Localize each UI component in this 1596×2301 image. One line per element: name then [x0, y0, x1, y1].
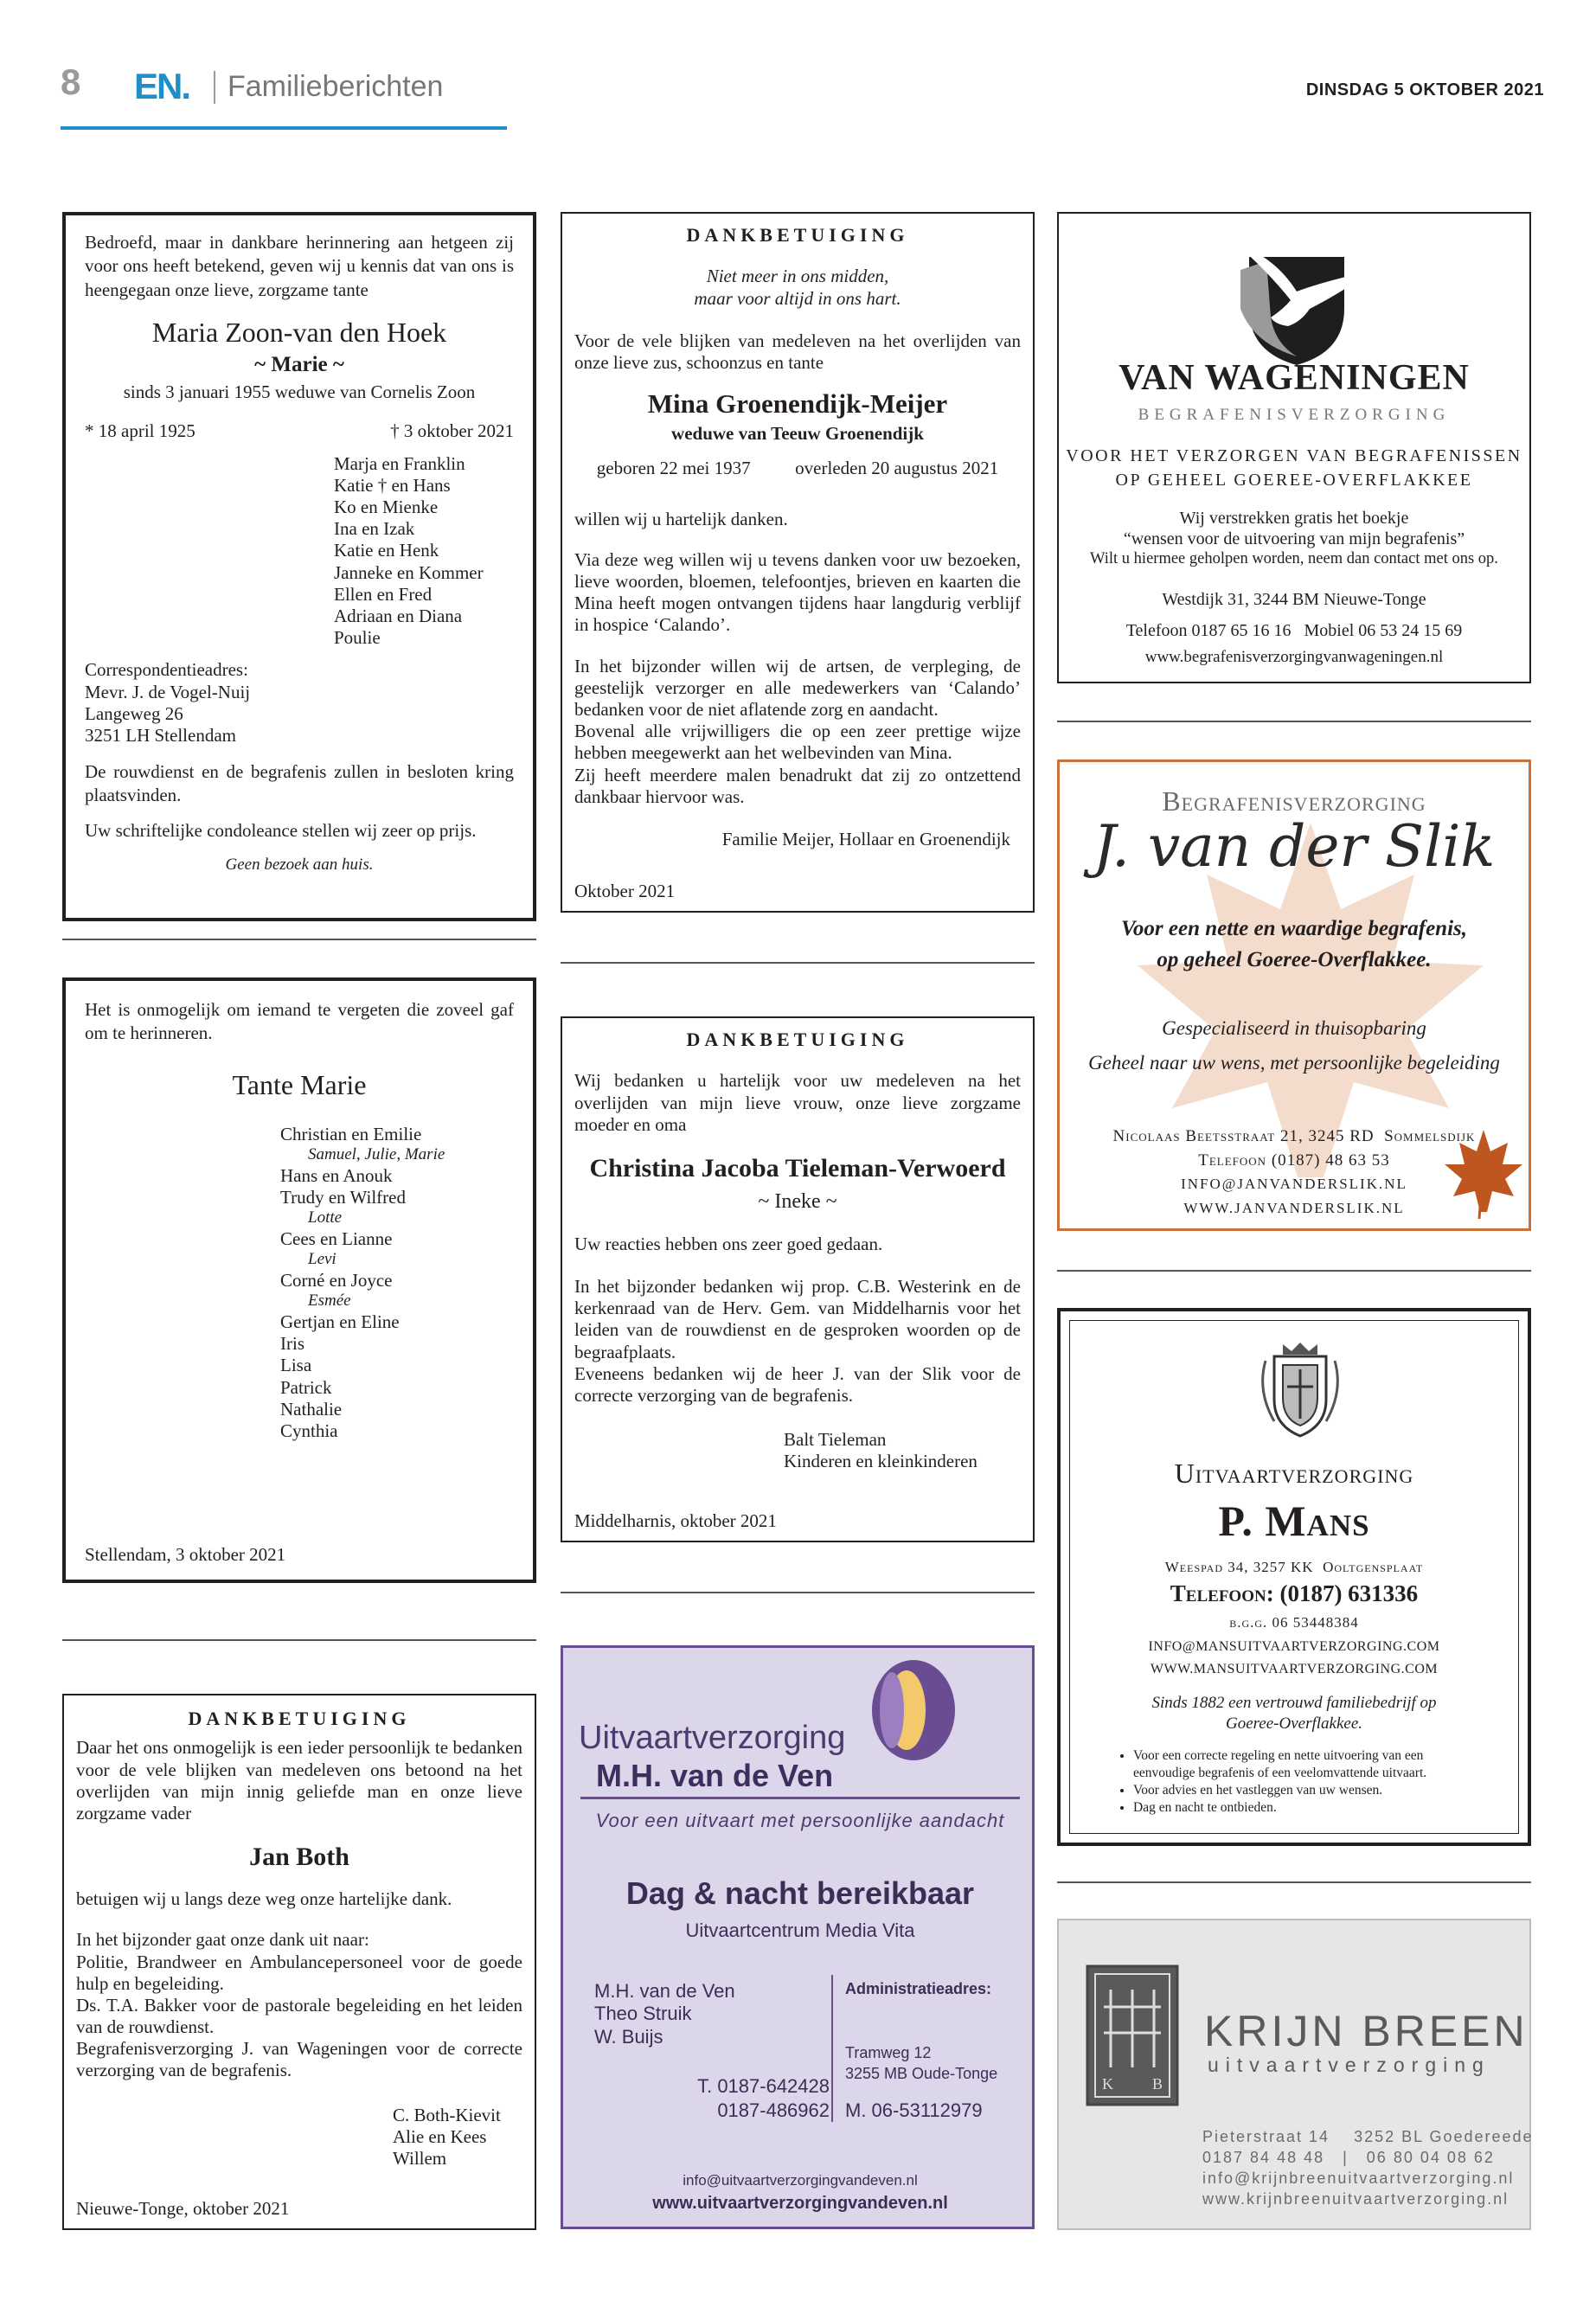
svg-text:B: B — [1152, 2075, 1163, 2093]
signers — [393, 2105, 522, 2170]
address-street: Langeweg 26 — [85, 702, 183, 724]
service-bullet: • Voor advies en het vastleggen van uw wensen. — [1133, 1782, 1484, 1799]
relative-name: Corné en Joyce — [280, 1270, 393, 1292]
birth-date: * 18 april 1925 — [85, 420, 195, 442]
ad-maria-zoon — [62, 212, 536, 921]
admin-street: Tramweg 12 — [845, 2044, 932, 2061]
company-address: Pieterstraat 14 3252 BL Goedereede — [1202, 2128, 1534, 2145]
ad-christina-tieleman — [561, 1016, 1035, 1542]
services-list — [1121, 1747, 1484, 1817]
service-bullet: • Voor een correcte regeling en nette uitvoering van een eenvoudige begrafenis of een veelomvattende uitvaart. — [1133, 1747, 1484, 1782]
ad-title: Uitvaartverzorging — [579, 1720, 846, 1756]
company-address: Weespad 34, 3257 KK Ooltgensplaat — [1164, 1559, 1424, 1575]
death-date: overleden 20 augustus 2021 — [795, 457, 999, 478]
correspondence-address — [85, 659, 514, 747]
relative-name: Cynthia — [280, 1420, 338, 1442]
thanks-line: betuigen wij u langs deze weg onze hartelijke dank. — [76, 1888, 452, 1910]
company-phone: Telefoon: (0187) 631336 — [1170, 1580, 1419, 1606]
ad-p-mans — [1057, 1308, 1531, 1846]
svg-text:K: K — [1102, 2075, 1113, 2093]
divider — [561, 1592, 1035, 1593]
paragraph: Begrafenisverzorging J. van Wageningen voor de correcte verzorging van de begrafenis. — [76, 2038, 522, 2081]
staff-name: Theo Struik — [594, 2003, 692, 2025]
ad-intro: Bedroefd, maar in dankbare herinnering aan hetgeen zij voor ons heeft betekend, geven wij u kennis dat van ons is heengegaan onze lieve, zorgzame tante — [85, 232, 514, 300]
divider — [1057, 1270, 1531, 1272]
relatives-list — [334, 453, 514, 650]
email-link[interactable]: info@uitvaartverzorgingvandeven.nl — [683, 2172, 918, 2189]
email-link[interactable]: INFO@MANSUITVAARTVERZORGING.COM — [1148, 1639, 1440, 1654]
signer-name: Willem — [393, 2148, 447, 2170]
widow-note: weduwe van Teeuw Groenendijk — [671, 423, 924, 445]
relative-name: Adriaan en Diana — [334, 605, 463, 626]
company-name: J. van der Slik — [1093, 813, 1496, 880]
website-link[interactable]: www.uitvaartverzorgingvandeven.nl — [652, 2194, 948, 2213]
ad-intro: Het is onmogelijk om iemand te vergeten die zoveel gaf om te herinneren. — [85, 999, 514, 1044]
relative-name: Lisa — [280, 1355, 312, 1376]
address-city: 3251 LH Stellendam — [85, 724, 236, 746]
place-date: Stellendam, 3 oktober 2021 — [85, 1543, 286, 1565]
ad-heading: DANKBETUIGING — [686, 224, 909, 246]
ad-intro: Wij bedanken u hartelijk voor uw medeleven na het overlijden van mijn lieve vrouw, onze lieve zorgzame moeder en oma — [574, 1070, 1021, 1135]
death-date: † 3 oktober 2021 — [390, 420, 514, 442]
header-divider — [214, 71, 215, 104]
company-subtitle: Begrafenisverzorging — [1162, 785, 1426, 817]
newspaper-logo: EN. — [134, 66, 190, 106]
company-phone: 0187 84 48 48 | 06 80 04 08 62 — [1202, 2149, 1495, 2166]
paragraph: Eveneens bedanken wij de heer J. van der Slik voor de correcte verzorging van de begrafenis. — [574, 1362, 1021, 1406]
company-phone: Telefoon (0187) 48 63 53 — [1198, 1151, 1390, 1170]
mobile-number: M. 06-53112979 — [845, 2099, 983, 2121]
address-name: Mevr. J. de Vogel-Nuij — [85, 681, 251, 702]
krijn-breen-logo-icon — [1085, 1964, 1180, 2107]
signer-name: Balt Tieleman — [784, 1429, 887, 1451]
company-phone: Telefoon 0187 65 16 16 Mobiel 06 53 24 15 69 — [1125, 621, 1463, 640]
service-line-1: VOOR HET VERZORGEN VAN BEGRAFENISSEN — [1066, 446, 1522, 465]
info-line: “wensen voor de uitvoering van mijn begrafenis” — [1123, 529, 1465, 548]
ad-rule — [580, 1797, 1020, 1799]
alt-phone: b.g.g. 06 53448384 — [1229, 1614, 1359, 1631]
relative-name: Trudy en Wilfred — [280, 1187, 406, 1208]
coat-of-arms-icon — [1253, 1339, 1348, 1443]
deceased-name: Maria Zoon-van den Hoek — [151, 316, 447, 348]
signers: Familie Meijer, Hollaar en Groenendijk — [721, 828, 1010, 849]
relative-name: Janneke en Kommer — [334, 561, 484, 583]
relative-name: Cees en Lianne — [280, 1228, 393, 1250]
section-title: Familieberichten — [228, 70, 444, 103]
ad-van-wageningen — [1057, 212, 1531, 683]
dove-logo-icon — [1215, 222, 1379, 369]
ad-tagline: Voor een uitvaart met persoonlijke aandacht — [595, 1810, 1005, 1831]
website-link[interactable]: www.begrafenisverzorgingvanwageningen.nl — [1144, 648, 1444, 666]
website-link[interactable]: WWW.JANVANDERSLIK.NL — [1183, 1200, 1405, 1216]
ad-tante-marie — [62, 977, 536, 1583]
relative-name: Nathalie — [280, 1398, 343, 1420]
company-address: Westdijk 31, 3244 BM Nieuwe-Tonge — [1162, 590, 1426, 609]
company-address: Nicolaas Beetsstraat 21, 3245 RD Sommelsdijk — [1112, 1127, 1476, 1145]
relative-name: Christian en Emilie — [280, 1123, 422, 1144]
deceased-nickname: ~ Ineke ~ — [758, 1189, 837, 1213]
signer-name: Alie en Kees — [393, 2125, 487, 2147]
admin-city: 3255 MB Oude-Tonge — [845, 2065, 998, 2082]
place-date: Oktober 2021 — [574, 880, 676, 901]
relative-name: Katie en Henk — [334, 540, 439, 561]
service-note: De rouwdienst en de begrafenis zullen in besloten kring plaatsvinden. — [85, 761, 514, 806]
info-line: Wij verstrekken gratis het boekje — [1179, 509, 1409, 528]
memorial-quote — [574, 266, 1021, 309]
grandchildren-names: Esmée — [308, 1292, 351, 1311]
since-line: Sinds 1882 een vertrouwd familiebedrijf op — [1151, 1694, 1437, 1712]
grandchildren-names: Samuel, Julie, Marie — [308, 1145, 445, 1164]
paragraph: Bovenal alle vrijwilligers die op een zeer prettige wijze hebben meegewerkt aan het welbevinden van Mina. — [574, 721, 1021, 764]
birth-date: geboren 22 mei 1937 — [596, 457, 751, 478]
thanks-line: willen wij u hartelijk danken. — [574, 508, 788, 529]
ad-van-der-slik — [1057, 760, 1531, 1231]
signers — [784, 1429, 1021, 1472]
deceased-nickname: ~ Marie ~ — [254, 353, 344, 377]
specialty-line: Geheel naar uw wens, met persoonlijke begeleiding — [1088, 1052, 1500, 1074]
relative-name: Hans en Anouk — [280, 1164, 393, 1186]
page-number: 8 — [61, 61, 81, 102]
ad-headline: Dag & nacht bereikbaar — [625, 1875, 975, 1911]
ad-name: M.H. van de Ven — [596, 1758, 834, 1793]
company-name: P. Mans — [1218, 1497, 1370, 1545]
slogan-line: op geheel Goeree-Overflakkee. — [1157, 948, 1432, 971]
info-line: Wilt u hiermee geholpen worden, neem dan contact met ons op. — [1090, 550, 1498, 567]
staff-name: M.H. van de Ven — [594, 1980, 735, 2002]
deceased-name: Christina Jacoba Tieleman-Verwoerd — [589, 1153, 1006, 1183]
specialty-line: Gespecialiseerd in thuisopbaring — [1162, 1017, 1426, 1039]
since-line: Goeree-Overflakkee. — [1225, 1715, 1363, 1733]
ad-intro: Voor de vele blijken van medeleven na het overlijden van onze lieve zus, schoonzus en tante — [574, 330, 1021, 373]
special-thanks — [76, 1929, 522, 2081]
website-link[interactable]: WWW.MANSUITVAARTVERZORGING.COM — [1150, 1662, 1439, 1676]
maple-leaf-icon — [1440, 1125, 1527, 1221]
deceased-name: Mina Groenendijk-Meijer — [647, 388, 948, 420]
paragraph: Uw reacties hebben ons zeer goed gedaan. — [574, 1233, 883, 1254]
signer-name: C. Both-Kievit — [393, 2104, 501, 2125]
service-line-2: OP GEHEEL GOEREE-OVERFLAKKEE — [1115, 471, 1473, 490]
paragraph: Via deze weg willen wij u tevens danken voor uw bezoeken, lieve woorden, bloemen, telefoontjes, brieven en kaarten die Mina heeft mogen ontvangen tijdens haar langdurig verblijf in hospice ‘Calando’. — [574, 548, 1021, 636]
purple-circle-logo-icon — [862, 1657, 957, 1765]
issue-date: DINSDAG 5 OKTOBER 2021 — [1305, 80, 1544, 99]
ad-krijn-breen — [1057, 1919, 1534, 2230]
divider — [62, 939, 536, 940]
paragraph: In het bijzonder bedanken wij prop. C.B. Westerink en de kerkenraad van de Herv. Gem. van Middelharnis voor het leiden van de rouwdienst en de gesproken woorden op de begraafplaats. — [574, 1275, 1021, 1362]
relative-name: Ina en Izak — [334, 518, 415, 540]
email-link[interactable]: info@krijnbreenuitvaartverzorging.nl — [1202, 2170, 1515, 2187]
paragraph: Politie, Brandweer en Ambulancepersoneel voor de goede hulp en begeleiding. — [76, 1951, 522, 1994]
no-visit-note: Geen bezoek aan huis. — [225, 855, 374, 874]
divider — [561, 962, 1035, 964]
company-subtitle: uitvaartverzorging — [1208, 2054, 1490, 2076]
ad-heading: DANKBETUIGING — [188, 1708, 411, 1729]
address-label: Correspondentieadres: — [85, 659, 248, 681]
company-name: VAN WAGENINGEN — [1118, 358, 1470, 398]
paragraph: In het bijzonder gaat onze dank uit naar: — [76, 1929, 369, 1951]
email-link[interactable]: INFO@JANVANDERSLIK.NL — [1181, 1176, 1407, 1192]
divider — [1057, 1881, 1531, 1883]
relative-name: Poulie — [334, 627, 381, 649]
deceased-name: Tante Marie — [232, 1068, 367, 1100]
place-date: Nieuwe-Tonge, oktober 2021 — [76, 2197, 290, 2219]
header-underline — [61, 126, 507, 130]
place-date: Middelharnis, oktober 2021 — [574, 1509, 777, 1531]
website-link[interactable]: www.krijnbreenuitvaartverzorging.nl — [1202, 2190, 1509, 2208]
service-bullet: • Dag en nacht te ontbieden. — [1133, 1799, 1484, 1817]
ad-heading: DANKBETUIGING — [686, 1029, 909, 1050]
company-name: KRIJN BREEN — [1204, 2007, 1529, 2055]
ad-jan-both — [62, 1694, 536, 2230]
quote-line: Niet meer in ons midden, — [706, 266, 889, 287]
admin-label: Administratieadres: — [845, 1980, 992, 1997]
ad-intro: Daar het ons onmogelijk is een ieder persoonlijk te bedanken voor de vele blijken van medeleven ons betoond na het overlijden van mijn innig geliefde man en onze lieve zorgzame vader — [76, 1737, 522, 1823]
divider — [1057, 721, 1531, 722]
phone-2: 0187-486962 — [717, 2099, 830, 2121]
paragraph: Ds. T.A. Bakker voor de pastorale begeleiding en het leiden van de rouwdienst. — [76, 1994, 522, 2038]
slogan-line: Voor een nette en waardige begrafenis, — [1121, 917, 1467, 940]
staff-list — [594, 1980, 735, 2048]
paragraph: Zij heeft meerdere malen benadrukt dat zij zo ontzettend dankbaar hiervoor was. — [574, 764, 1021, 807]
condolence-note: Uw schriftelijke condoleance stellen wij zeer op prijs. — [85, 819, 477, 841]
relative-name: Ellen en Fred — [334, 583, 433, 605]
signer-name: Kinderen en kleinkinderen — [784, 1451, 977, 1472]
company-subtitle: BEGRAFENISVERZORGING — [1138, 406, 1451, 424]
ad-mina-groenendijk — [561, 212, 1035, 913]
grandchildren-names: Levi — [308, 1250, 337, 1269]
staff-name: W. Buijs — [594, 2025, 663, 2048]
column-divider — [831, 1975, 833, 2122]
quote-line: maar voor altijd in ons hart. — [694, 287, 901, 309]
relative-name: Iris — [280, 1333, 304, 1355]
relative-name: Katie † en Hans — [334, 474, 451, 496]
paragraph: In het bijzonder willen wij de artsen, de verpleging, de geestelijk verzorger en alle medewerkers van ‘Calando’ bedanken voor de niet aflatende zorg en aandacht. — [574, 655, 1021, 721]
widow-note: sinds 3 januari 1955 weduwe van Cornelis Zoon — [123, 381, 476, 403]
relatives-list — [280, 1124, 514, 1442]
center-name: Uitvaartcentrum Media Vita — [685, 1920, 915, 1941]
divider — [62, 1639, 536, 1641]
deceased-name: Jan Both — [249, 1843, 349, 1872]
relative-name: Marja en Franklin — [334, 452, 465, 474]
relative-name: Ko en Mienke — [334, 497, 439, 518]
ad-van-de-ven — [561, 1645, 1035, 2229]
relative-name: Patrick — [280, 1376, 332, 1398]
phone-1: T. 0187-642428 — [697, 2075, 830, 2097]
company-title: Uitvaartverzorging — [1174, 1458, 1414, 1489]
grandchildren-names: Lotte — [308, 1208, 343, 1227]
relative-name: Gertjan en Eline — [280, 1311, 400, 1333]
